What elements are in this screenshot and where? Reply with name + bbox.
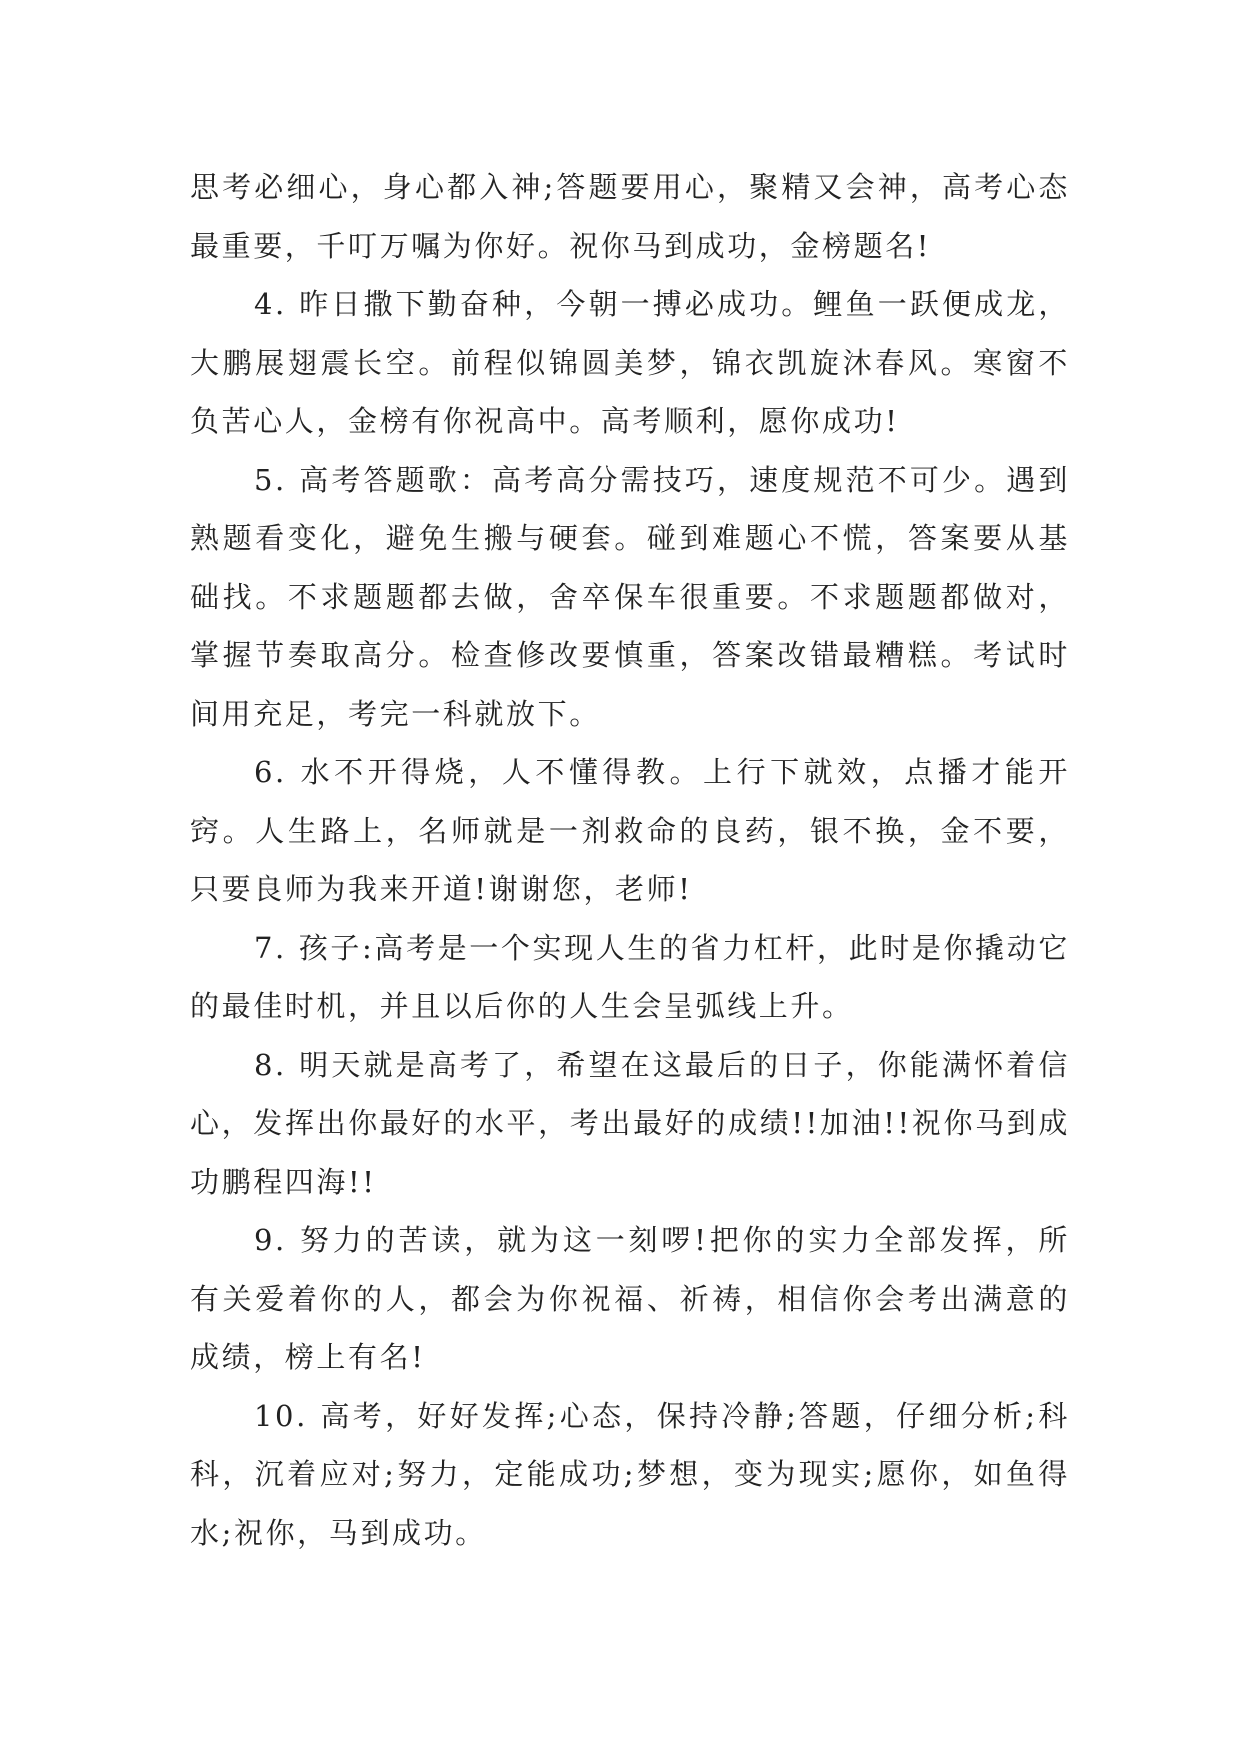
paragraph-item-10: 10. 高考，好好发挥;心态，保持冷静;答题，仔细分析;科科，沉着应对;努力，定能成功;梦想，变为现实;愿你，如鱼得水;祝你，马到成功。: [190, 1398, 1070, 1550]
paragraph-continuation: 思考必细心，身心都入神;答题要用心，聚精又会神，高考心态最重要，千叮万嘱为你好。祝你马到成功，金榜题名!: [190, 170, 1070, 263]
paragraph-item-5: 5. 高考答题歌：高考高分需技巧，速度规范不可少。遇到熟题看变化，避免生搬与硬套。碰到难题心不慌，答案要从基础找。不求题题都去做，舍卒保车很重要。不求题题都做对，掌握节奏取高分。检查修改要慎重，答案改错最糟糕。考试时间用充足，考完一科就放下。: [190, 462, 1070, 731]
paragraph-item-8: 8. 明天就是高考了，希望在这最后的日子，你能满怀着信心，发挥出你最好的水平，考出最好的成绩!!加油!!祝你马到成功鹏程四海!!: [190, 1047, 1070, 1199]
paragraph-item-6: 6. 水不开得烧，人不懂得教。上行下就效，点播才能开窍。人生路上，名师就是一剂救命的良药，银不换，金不要，只要良师为我来开道!谢谢您，老师!: [190, 755, 1070, 906]
paragraph-item-7: 7. 孩子:高考是一个实现人生的省力杠杆，此时是你撬动它的最佳时机，并且以后你的人生会呈弧线上升。: [190, 930, 1070, 1023]
paragraph-item-4: 4. 昨日撒下勤奋种，今朝一搏必成功。鲤鱼一跃便成龙，大鹏展翅震长空。前程似锦圆美梦，锦衣凯旋沐春风。寒窗不负苦心人，金榜有你祝高中。高考顺利，愿你成功!: [190, 287, 1070, 438]
paragraph-item-9: 9. 努力的苦读，就为这一刻啰!把你的实力全部发挥，所有关爱着你的人，都会为你祝福、祈祷，相信你会考出满意的成绩，榜上有名!: [190, 1223, 1070, 1374]
document-body: [190, 158, 1070, 1562]
